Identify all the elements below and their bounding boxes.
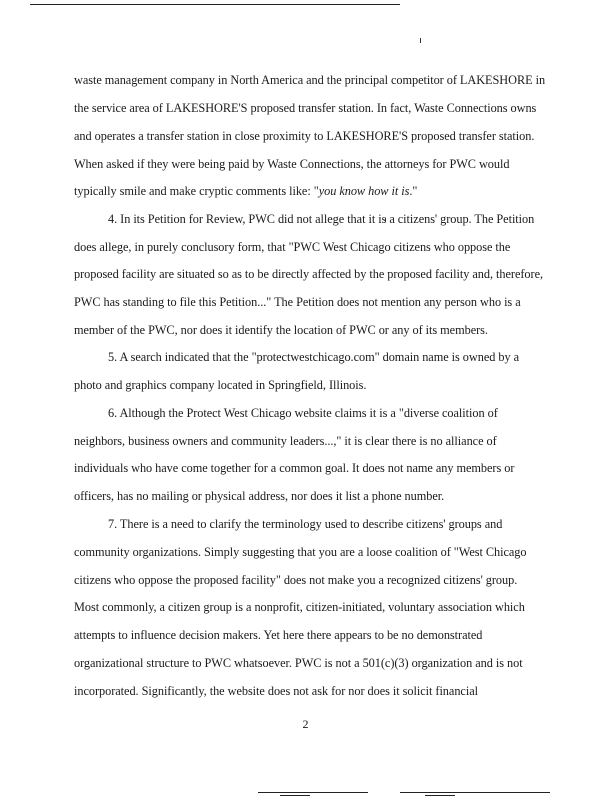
top-rule [30,4,400,5]
text-line: officers, has no mailing or physical address, nor does it list a phone number. [74,489,445,503]
bottom-rule-short [280,795,310,796]
text-line: Most commonly, a citizen group is a nonprofit, citizen-initiated, voluntary association which [74,600,525,614]
text-line: neighbors, business owners and community leaders...," it is clear there is no alliance of [74,434,497,448]
text-line: PWC has standing to file this Petition..." The Petition does not mention any person who is a [74,295,521,309]
text-line: member of the PWC, nor does it identify the location of PWC or any of its members. [74,323,488,337]
text-line: citizens who oppose the proposed facility" does not make you a recognized citizens' group. [74,573,518,587]
text-line: incorporated. Significantly, the website does not ask for nor does it solicit financial [74,684,478,698]
text-line: waste management company in North America and the principal competitor of LAKESHORE in [74,73,546,87]
page-number: 2 [302,717,309,731]
text-line: photo and graphics company located in Springfield, Illinois. [74,378,367,392]
text-line: When asked if they were being paid by Waste Connections, the attorneys for PWC would [74,157,510,171]
text-line: organizational structure to PWC whatsoever. PWC is not a 501(c)(3) organization and is not [74,656,523,670]
text-line: attempts to influence decision makers. Yet here there appears to be no demonstrated [74,628,483,642]
text-line: community organizations. Simply suggesting that you are a loose coalition of "West Chicago [74,545,527,559]
text-span: typically smile and make cryptic comments like: " [74,184,319,198]
bottom-rule-right [400,792,550,793]
text-line: proposed facility are situated so as to be directly affected by the proposed facility and, therefore, [74,267,543,281]
paragraph-6-start: 6. Although the Protect West Chicago website claims it is a "diverse coalition of [108,406,498,420]
bottom-rule-short-2 [425,795,455,796]
bottom-rule-left [258,792,368,793]
text-span: ." [409,184,418,198]
text-line: individuals who have come together for a common goal. It does not name any members or [74,461,515,475]
top-tick [420,38,421,43]
text-line: the service area of LAKESHORE'S proposed transfer station. In fact, Waste Connections owns [74,101,537,115]
text-line [74,184,544,198]
italic-quote: you know how it is [318,184,410,198]
text-line: and operates a transfer station in close proximity to LAKESHORE'S proposed transfer station. [74,129,535,143]
paragraph-4-start: 4. In its Petition for Review, PWC did not allege that it is a citizens' group. The Petition [108,212,535,226]
paragraph-7-start: 7. There is a need to clarify the terminology used to describe citizens' groups and [108,517,503,531]
paragraph-5-start: 5. A search indicated that the "protectwestchicago.com" domain name is owned by a [108,350,519,364]
text-line: does allege, in purely conclusory form, that "PWC West Chicago citizens who oppose the [74,240,511,254]
